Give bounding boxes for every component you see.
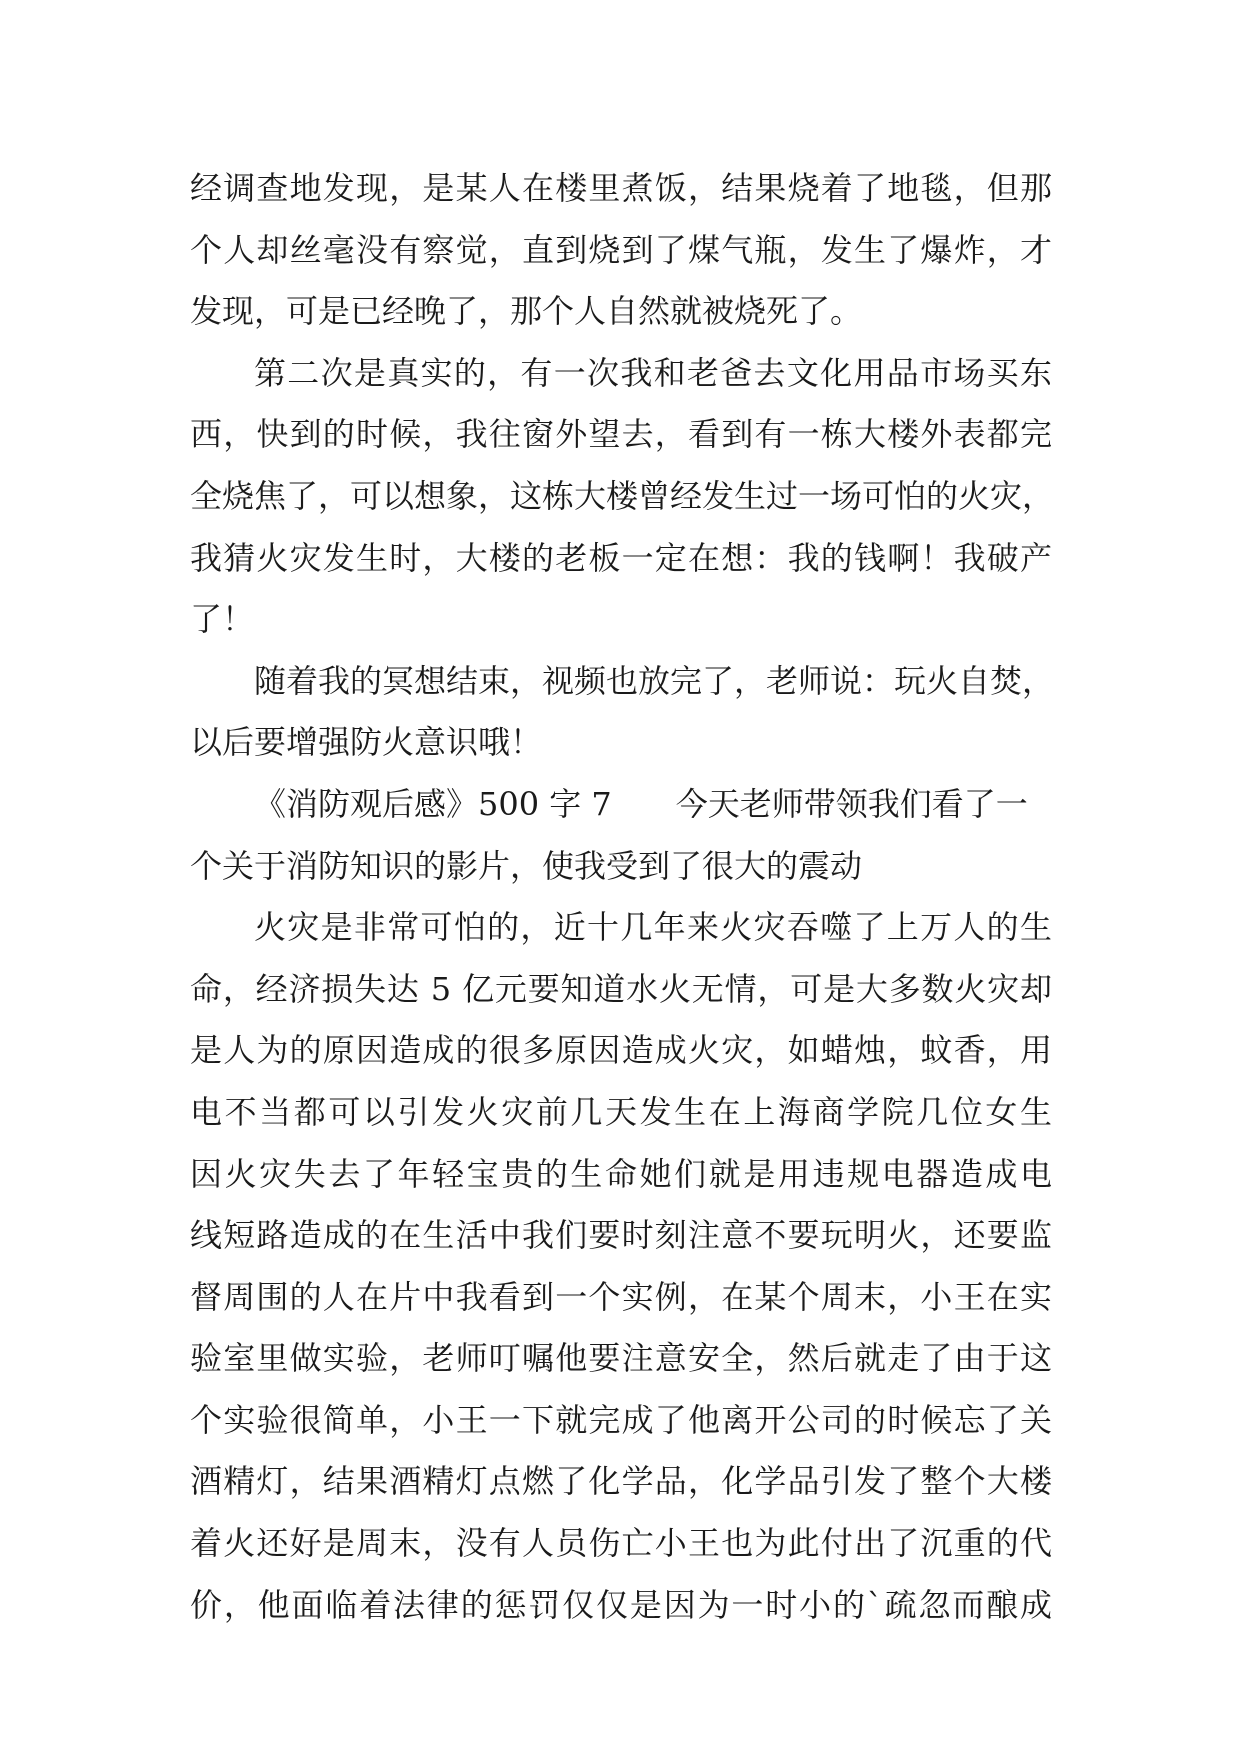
text-line: 线短路造成的在生活中我们要时刻注意不要玩明火，还要监	[190, 1216, 1052, 1255]
text-line: 验室里做实验，老师叮嘱他要注意安全，然后就走了由于这	[190, 1339, 1052, 1378]
text-line: 经调查地发现，是某人在楼里煮饭，结果烧着了地毯，但那	[190, 169, 1052, 207]
text-line: 电不当都可以引发火灾前几天发生在上海商学院几位女生	[190, 1092, 1052, 1131]
text-line: 第二次是真实的，有一次我和老爸去文化用品市场买东	[254, 353, 1052, 392]
text-line: 个关于消防知识的影片，使我受到了很大的震动	[190, 846, 863, 885]
text-line: 酒精灯，结果酒精灯点燃了化学品，化学品引发了整个大楼	[190, 1462, 1052, 1501]
text-line: 着火还好是周末，没有人员伤亡小王也为此付出了沉重的代	[190, 1524, 1052, 1563]
text-line: 是人为的原因造成的很多原因造成火灾，如蜡烛，蚊香，用	[190, 1031, 1052, 1070]
document-body	[190, 158, 1055, 1636]
text-line: 火灾是非常可怕的，近十几年来火灾吞噬了上万人的生	[254, 908, 1052, 947]
text-line: 西，快到的时候，我往窗外望去，看到有一栋大楼外表都完	[190, 415, 1052, 454]
paragraph-video-end	[190, 651, 1055, 774]
text-line: 价，他面临着法律的惩罚仅仅是因为一时小的`疏忽而酿成	[190, 1585, 1052, 1624]
paragraph-second-time	[190, 343, 1055, 651]
text-line: 督周围的人在片中我看到一个实例，在某个周末，小王在实	[190, 1277, 1052, 1316]
text-line: 以后要增强防火意识哦！	[190, 723, 543, 762]
text-line: 命，经济损失达 5 亿元要知道水火无情，可是大多数火灾却	[190, 969, 1052, 1008]
text-line: 因火灾失去了年轻宝贵的生命她们就是用违规电器造成电	[190, 1154, 1052, 1193]
text-line: 个人却丝毫没有察觉，直到烧到了煤气瓶，发生了爆炸，才	[190, 230, 1052, 269]
text-line: 发现，可是已经晚了，那个人自然就被烧死了。	[190, 292, 863, 331]
essay-title-line: 《消防观后感》500 字 7 今天老师带领我们看了一	[254, 784, 1028, 823]
text-line: 我猜火灾发生时，大楼的老板一定在想：我的钱啊！我破产	[190, 538, 1052, 577]
text-line: 全烧焦了，可以想象，这栋大楼曾经发生过一场可怕的火灾，	[190, 476, 1055, 515]
text-line: 个实验很简单，小王一下就完成了他离开公司的时候忘了关	[190, 1400, 1052, 1439]
paragraph-fire-danger	[190, 897, 1052, 1636]
text-line: 随着我的冥想结束，视频也放完了，老师说：玩火自焚，	[254, 661, 1055, 700]
text-line: 了！	[190, 600, 255, 639]
paragraph-fire-cause	[190, 158, 1052, 343]
paragraph-essay-title	[190, 774, 1052, 897]
